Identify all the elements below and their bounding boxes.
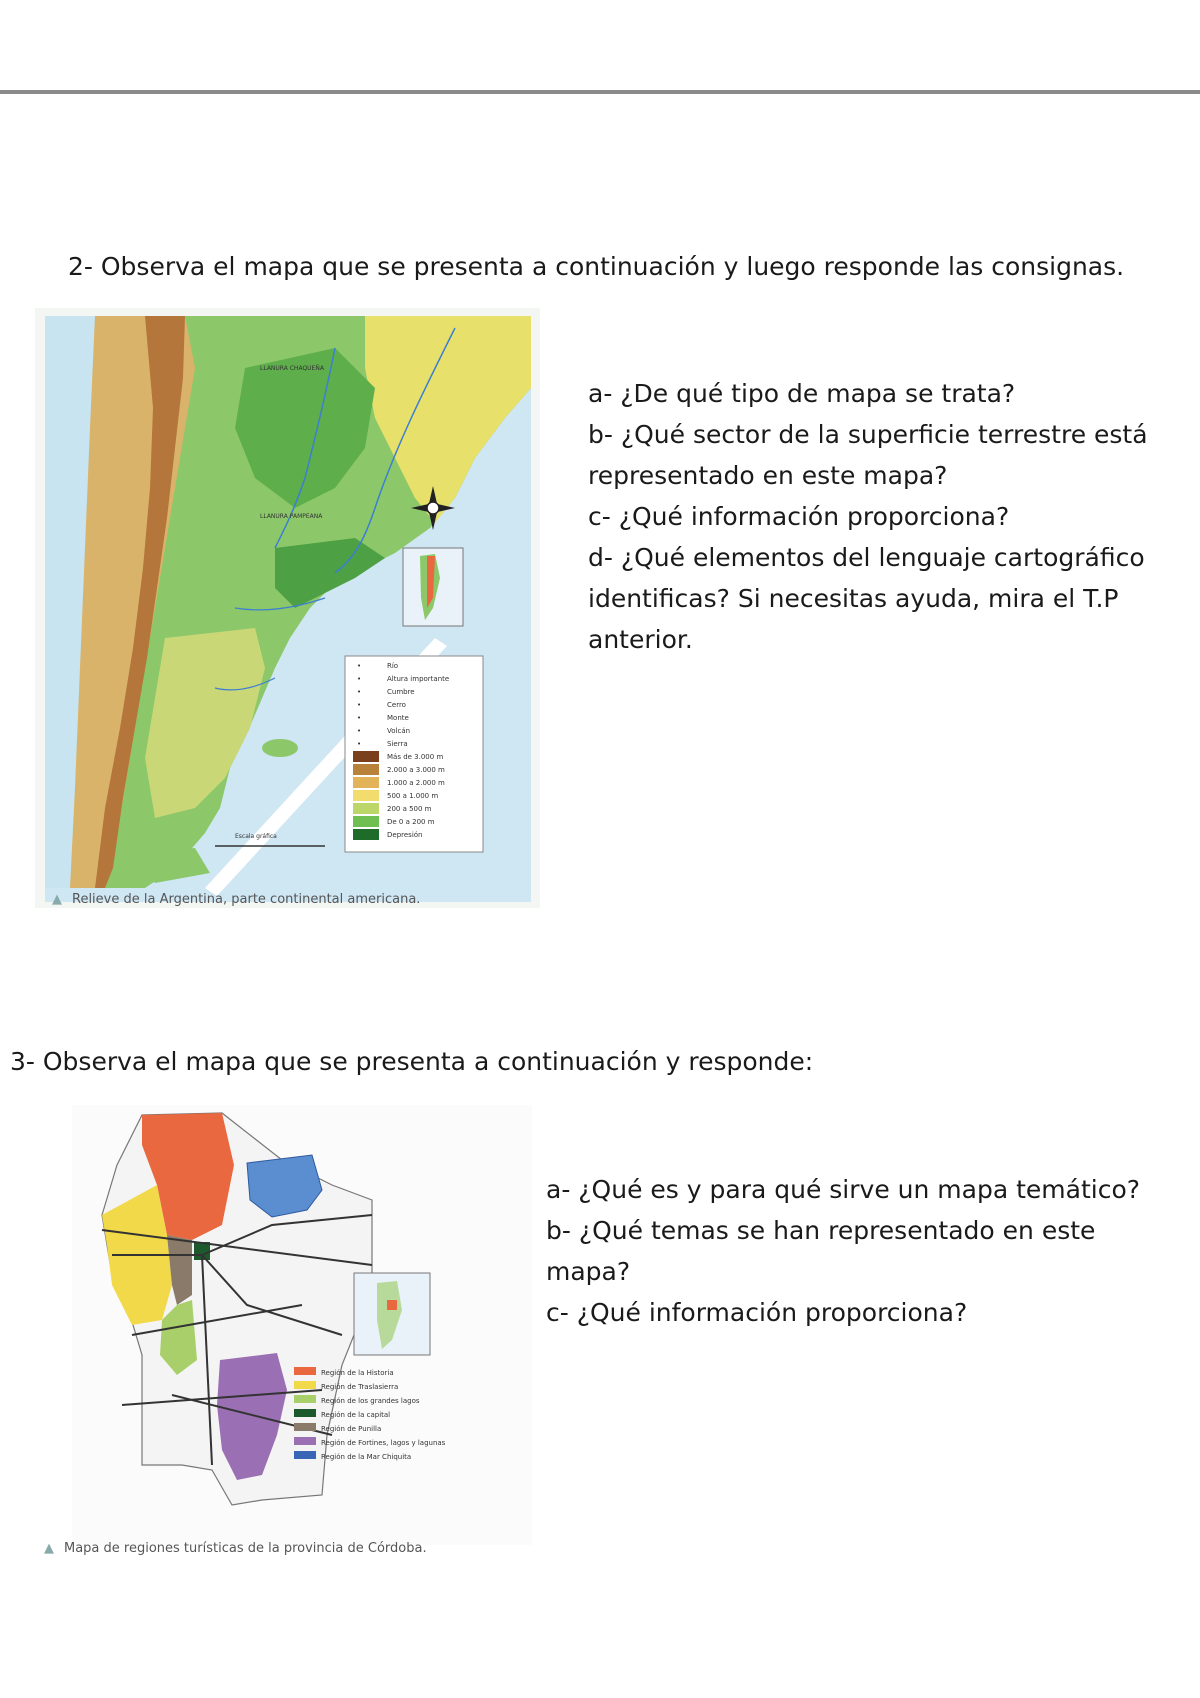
- tourism-legend-label: Región de Fortines, lagos y lagunas: [321, 1439, 446, 1447]
- relief-legend-label: Río: [387, 662, 399, 670]
- relief-legend-swatch: [353, 829, 379, 840]
- tourism-legend-label: Región de la capital: [321, 1411, 391, 1419]
- relief-legend-label: Más de 3.000 m: [387, 753, 444, 761]
- relief-legend-label: Cumbre: [387, 688, 415, 696]
- relief-legend-symbol: •: [357, 675, 362, 683]
- section3-questions: [546, 1169, 1140, 1333]
- relief-legend-label: 500 a 1.000 m: [387, 792, 439, 800]
- relief-legend-symbol: •: [357, 701, 362, 709]
- section3-heading: 3- Observa el mapa que se presenta a continuación y responde:: [10, 1047, 814, 1076]
- relief-legend-swatch: [353, 777, 379, 788]
- relief-legend-label: 2.000 a 3.000 m: [387, 766, 445, 774]
- tourism-legend-label: Región de Punilla: [321, 1425, 382, 1433]
- relief-legend-swatch: [353, 803, 379, 814]
- tourism-legend-swatch: [294, 1409, 316, 1417]
- section2-question-b2: representado en este mapa?: [588, 461, 948, 490]
- relief-legend-symbol: •: [357, 727, 362, 735]
- tourism-legend-swatch: [294, 1437, 316, 1445]
- relief-legend-label: Monte: [387, 714, 409, 722]
- section2-question-d2: identificas? Si necesitas ayuda, mira el T.P: [588, 584, 1119, 613]
- section3-question-a: a- ¿Qué es y para qué sirve un mapa temático?: [546, 1175, 1141, 1204]
- section2-questions: [588, 373, 1148, 660]
- relief-legend-label: Volcán: [387, 727, 411, 735]
- section3-question-c: c- ¿Qué información proporciona?: [546, 1298, 968, 1327]
- top-divider: [0, 90, 1200, 94]
- tourism-legend-swatch: [294, 1423, 316, 1431]
- relief-legend-label: 1.000 a 2.000 m: [387, 779, 445, 787]
- section2-question-c: c- ¿Qué información proporciona?: [588, 502, 1010, 531]
- tourism-legend-swatch: [294, 1451, 316, 1459]
- relief-legend-label: Cerro: [387, 701, 406, 709]
- map-label-plain1: LLANURA CHAQUEÑA: [260, 365, 324, 372]
- relief-legend-swatch: [353, 764, 379, 775]
- tourism-legend-swatch: [294, 1381, 316, 1389]
- relief-legend-symbol: •: [357, 662, 362, 670]
- tourism-legend-swatch: [294, 1367, 316, 1375]
- relief-map-argentina: [35, 308, 540, 908]
- section2-question-a: a- ¿De qué tipo de mapa se trata?: [588, 379, 1016, 408]
- tourism-legend-swatch: [294, 1395, 316, 1403]
- section2-heading: 2- Observa el mapa que se presenta a continuación y luego responde las consignas.: [68, 252, 1125, 281]
- relief-legend-symbol: •: [357, 740, 362, 748]
- relief-legend-label: 200 a 500 m: [387, 805, 432, 813]
- section2-caption-text: Relieve de la Argentina, parte continental americana.: [72, 892, 421, 907]
- tourism-legend-label: Región de la Mar Chiquita: [321, 1453, 412, 1461]
- section3-caption: ▲ Mapa de regiones turísticas de la provincia de Córdoba.: [44, 1541, 427, 1556]
- tourism-legend-label: Región de la Historia: [321, 1369, 394, 1377]
- section3-question-b1: b- ¿Qué temas se han representado en este: [546, 1216, 1096, 1245]
- relief-legend-swatch: [353, 751, 379, 762]
- tourism-legend-label: Región de Traslasierra: [321, 1383, 399, 1391]
- tourism-regions-map-cordoba: [72, 1105, 532, 1545]
- scale-label: Escala gráfica: [235, 833, 277, 840]
- section3-question-b2: mapa?: [546, 1257, 631, 1286]
- section2-caption: ▲ Relieve de la Argentina, parte continental americana.: [52, 892, 421, 907]
- relief-legend-swatch: [353, 790, 379, 801]
- map-label-plain2: LLANURA PAMPEANA: [260, 513, 323, 520]
- relief-legend-label: De 0 a 200 m: [387, 818, 435, 826]
- section2-question-b1: b- ¿Qué sector de la superficie terrestre está: [588, 420, 1148, 449]
- relief-legend-label: Depresión: [387, 831, 423, 839]
- relief-legend-label: Altura importante: [387, 675, 450, 683]
- relief-legend-label: Sierra: [387, 740, 408, 748]
- section3-caption-text: Mapa de regiones turísticas de la provincia de Córdoba.: [64, 1541, 427, 1556]
- section2-question-d1: d- ¿Qué elementos del lenguaje cartográfico: [588, 543, 1145, 572]
- relief-legend-symbol: •: [357, 714, 362, 722]
- relief-legend-symbol: •: [357, 688, 362, 696]
- section2-question-d3: anterior.: [588, 625, 693, 654]
- relief-legend-swatch: [353, 816, 379, 827]
- tourism-legend-label: Región de los grandes lagos: [321, 1397, 420, 1405]
